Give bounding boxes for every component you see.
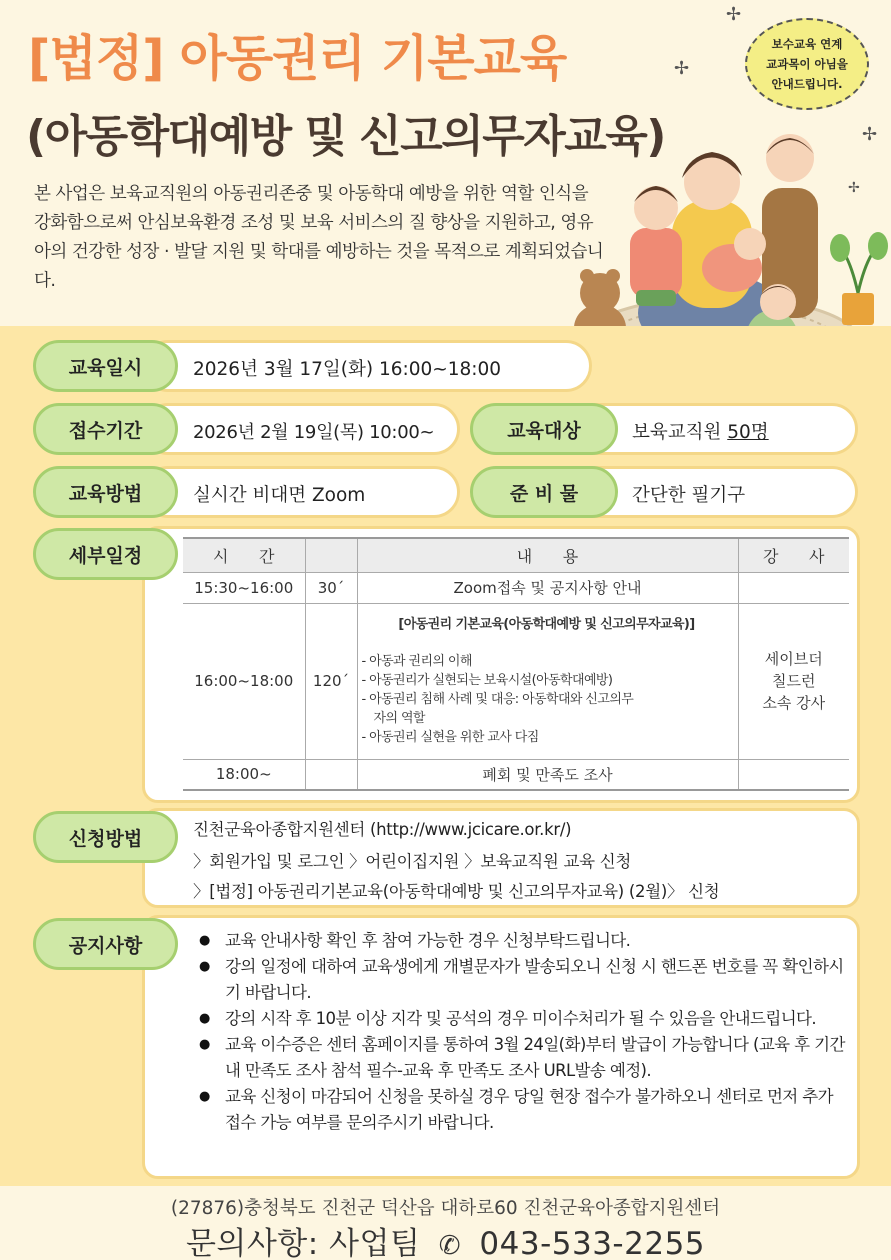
page-title: [법정] 아동권리 기본교육 [28, 30, 567, 87]
schedule-label: 세부일정 [33, 528, 178, 580]
prep-label: 준 비 물 [470, 466, 618, 518]
content-item: - 아동권리 침해 사례 및 대응: 아동학대와 신고의무 [361, 692, 634, 707]
reg-label: 접수기간 [33, 403, 178, 455]
table-header: 시 간 [183, 538, 305, 572]
sparkle-icon: ✢ [674, 58, 690, 79]
notice-bubble [745, 18, 869, 110]
target-prefix: 보육교직원 [632, 422, 728, 443]
table-row [183, 759, 849, 790]
method-value: 실시간 비대면 Zoom [193, 485, 366, 506]
list-item: ● 교육 안내사항 확인 후 참여 가능한 경우 신청부탁드립니다. [195, 928, 850, 954]
footer [0, 1186, 891, 1260]
content-cell: Zoom접속 및 공지사항 안내 [357, 572, 738, 603]
contact-line [0, 1218, 891, 1260]
content-cell: 폐회 및 만족도 조사 [357, 759, 738, 790]
date-label: 교육일시 [33, 340, 178, 392]
duration-cell [305, 759, 357, 790]
apply-line-path: 〉회원가입 및 로그인 〉어린이집지원 〉보육교직원 교육 신청 [193, 852, 631, 871]
apply-label: 신청방법 [33, 811, 178, 863]
table-header-blank [305, 538, 357, 572]
sparkle-icon: ✢ [848, 180, 860, 196]
time-cell: 18:00~ [183, 759, 305, 790]
address: (27876)충청북도 진천군 덕산읍 대하로60 진천군육아종합지원센터 [170, 1198, 721, 1219]
content-item: - 아동과 권리의 이해 [361, 654, 472, 669]
lecturer-cell [738, 759, 849, 790]
content-item: - 아동권리 실현을 위한 교사 다짐 [361, 730, 539, 745]
phone-number: 043-533-2255 [479, 1226, 706, 1260]
bubble-line: 안내드립니다. [771, 77, 843, 91]
list-item: ● 교육 신청이 마감되어 신청을 못하실 경우 당일 현장 접수가 불가하오니 센터로 먼저 추가 접수 가능 여부를 문의주시기 바랍니다. [195, 1084, 850, 1136]
content-cell [357, 603, 738, 759]
schedule-table [183, 537, 849, 791]
duration-cell: 120´ [305, 603, 357, 759]
time-cell: 15:30~16:00 [183, 572, 305, 603]
target-label: 교육대상 [470, 403, 618, 455]
phone-icon: ✆ [438, 1231, 462, 1260]
date-value: 2026년 3월 17일(화) 16:00~18:00 [193, 359, 502, 380]
notice-label: 공지사항 [33, 918, 178, 970]
page-subtitle: (아동학대예방 및 신고의무자교육) [26, 111, 665, 162]
bubble-line: 교과목이 아님을 [766, 57, 848, 71]
prep-value: 간단한 필기구 [632, 485, 746, 506]
table-row [183, 603, 849, 759]
table-header: 강 사 [738, 538, 849, 572]
bubble-line: 보수교육 연계 [771, 37, 843, 51]
contact-prefix: 문의사항: 사업팀 [185, 1226, 421, 1260]
table-header-row [183, 538, 849, 572]
content-item-cont: 자의 역할 [373, 711, 425, 726]
sparkle-icon: ✢ [726, 4, 742, 25]
list-item: ● 강의 일정에 대하여 교육생에게 개별문자가 발송되오니 신청 시 핸드폰 번호를 꼭 확인하시기 바랍니다. [195, 954, 850, 1006]
duration-cell: 30´ [305, 572, 357, 603]
list-item: ● 강의 시작 후 10분 이상 지각 및 공석의 경우 미이수처리가 될 수 있음을 안내드립니다. [195, 1006, 850, 1032]
table-row [183, 572, 849, 603]
sparkle-icon: ✢ [862, 124, 878, 145]
lecturer-cell [738, 572, 849, 603]
notice-list [195, 928, 850, 1136]
lecturer-cell [738, 603, 849, 759]
reg-value: 2026년 2월 19일(목) 10:00~ [193, 422, 435, 443]
time-cell: 16:00~18:00 [183, 603, 305, 759]
target-count: 50명 [727, 422, 769, 443]
apply-line-course: 〉[법정] 아동권리기본교육(아동학대예방 및 신고의무자교육) (2월)〉 신청 [193, 882, 720, 901]
apply-line-site: 진천군육아종합지원센터 (http://www.jcicare.or.kr/) [193, 820, 572, 839]
lecturer-line: 소속 강사 [762, 694, 826, 712]
lecturer-line: 칠드런 [772, 672, 816, 690]
intro-text: 본 사업은 보육교직원의 아동권리존중 및 아동학대 예방을 위한 역할 인식을 강화함으로써 안심보육환경 조성 및 보육 서비스의 질 향상을 지원하고, 영유아의 건강한 성장 · 발달 지원 및 학대를 예방하는 것을 목적으로 계획되었습니다. [34, 184, 604, 291]
content-title: [아동권리 기본교육(아동학대예방 및 신고의무자교육)] [398, 617, 695, 632]
table-header: 내 용 [357, 538, 738, 572]
header-area [0, 0, 891, 326]
list-item: ● 교육 이수증은 센터 홈페이지를 통하여 3월 24일(화)부터 발급이 가능합니다 (교육 후 기간 내 만족도 조사 참석 필수-교육 후 만족도 조사 URL발송 예정). [195, 1032, 850, 1084]
content-item: - 아동권리가 실현되는 보육시설(아동학대예방) [361, 673, 613, 688]
target-value [632, 418, 769, 444]
lecturer-line: 세이브더 [764, 650, 823, 668]
method-label: 교육방법 [33, 466, 178, 518]
